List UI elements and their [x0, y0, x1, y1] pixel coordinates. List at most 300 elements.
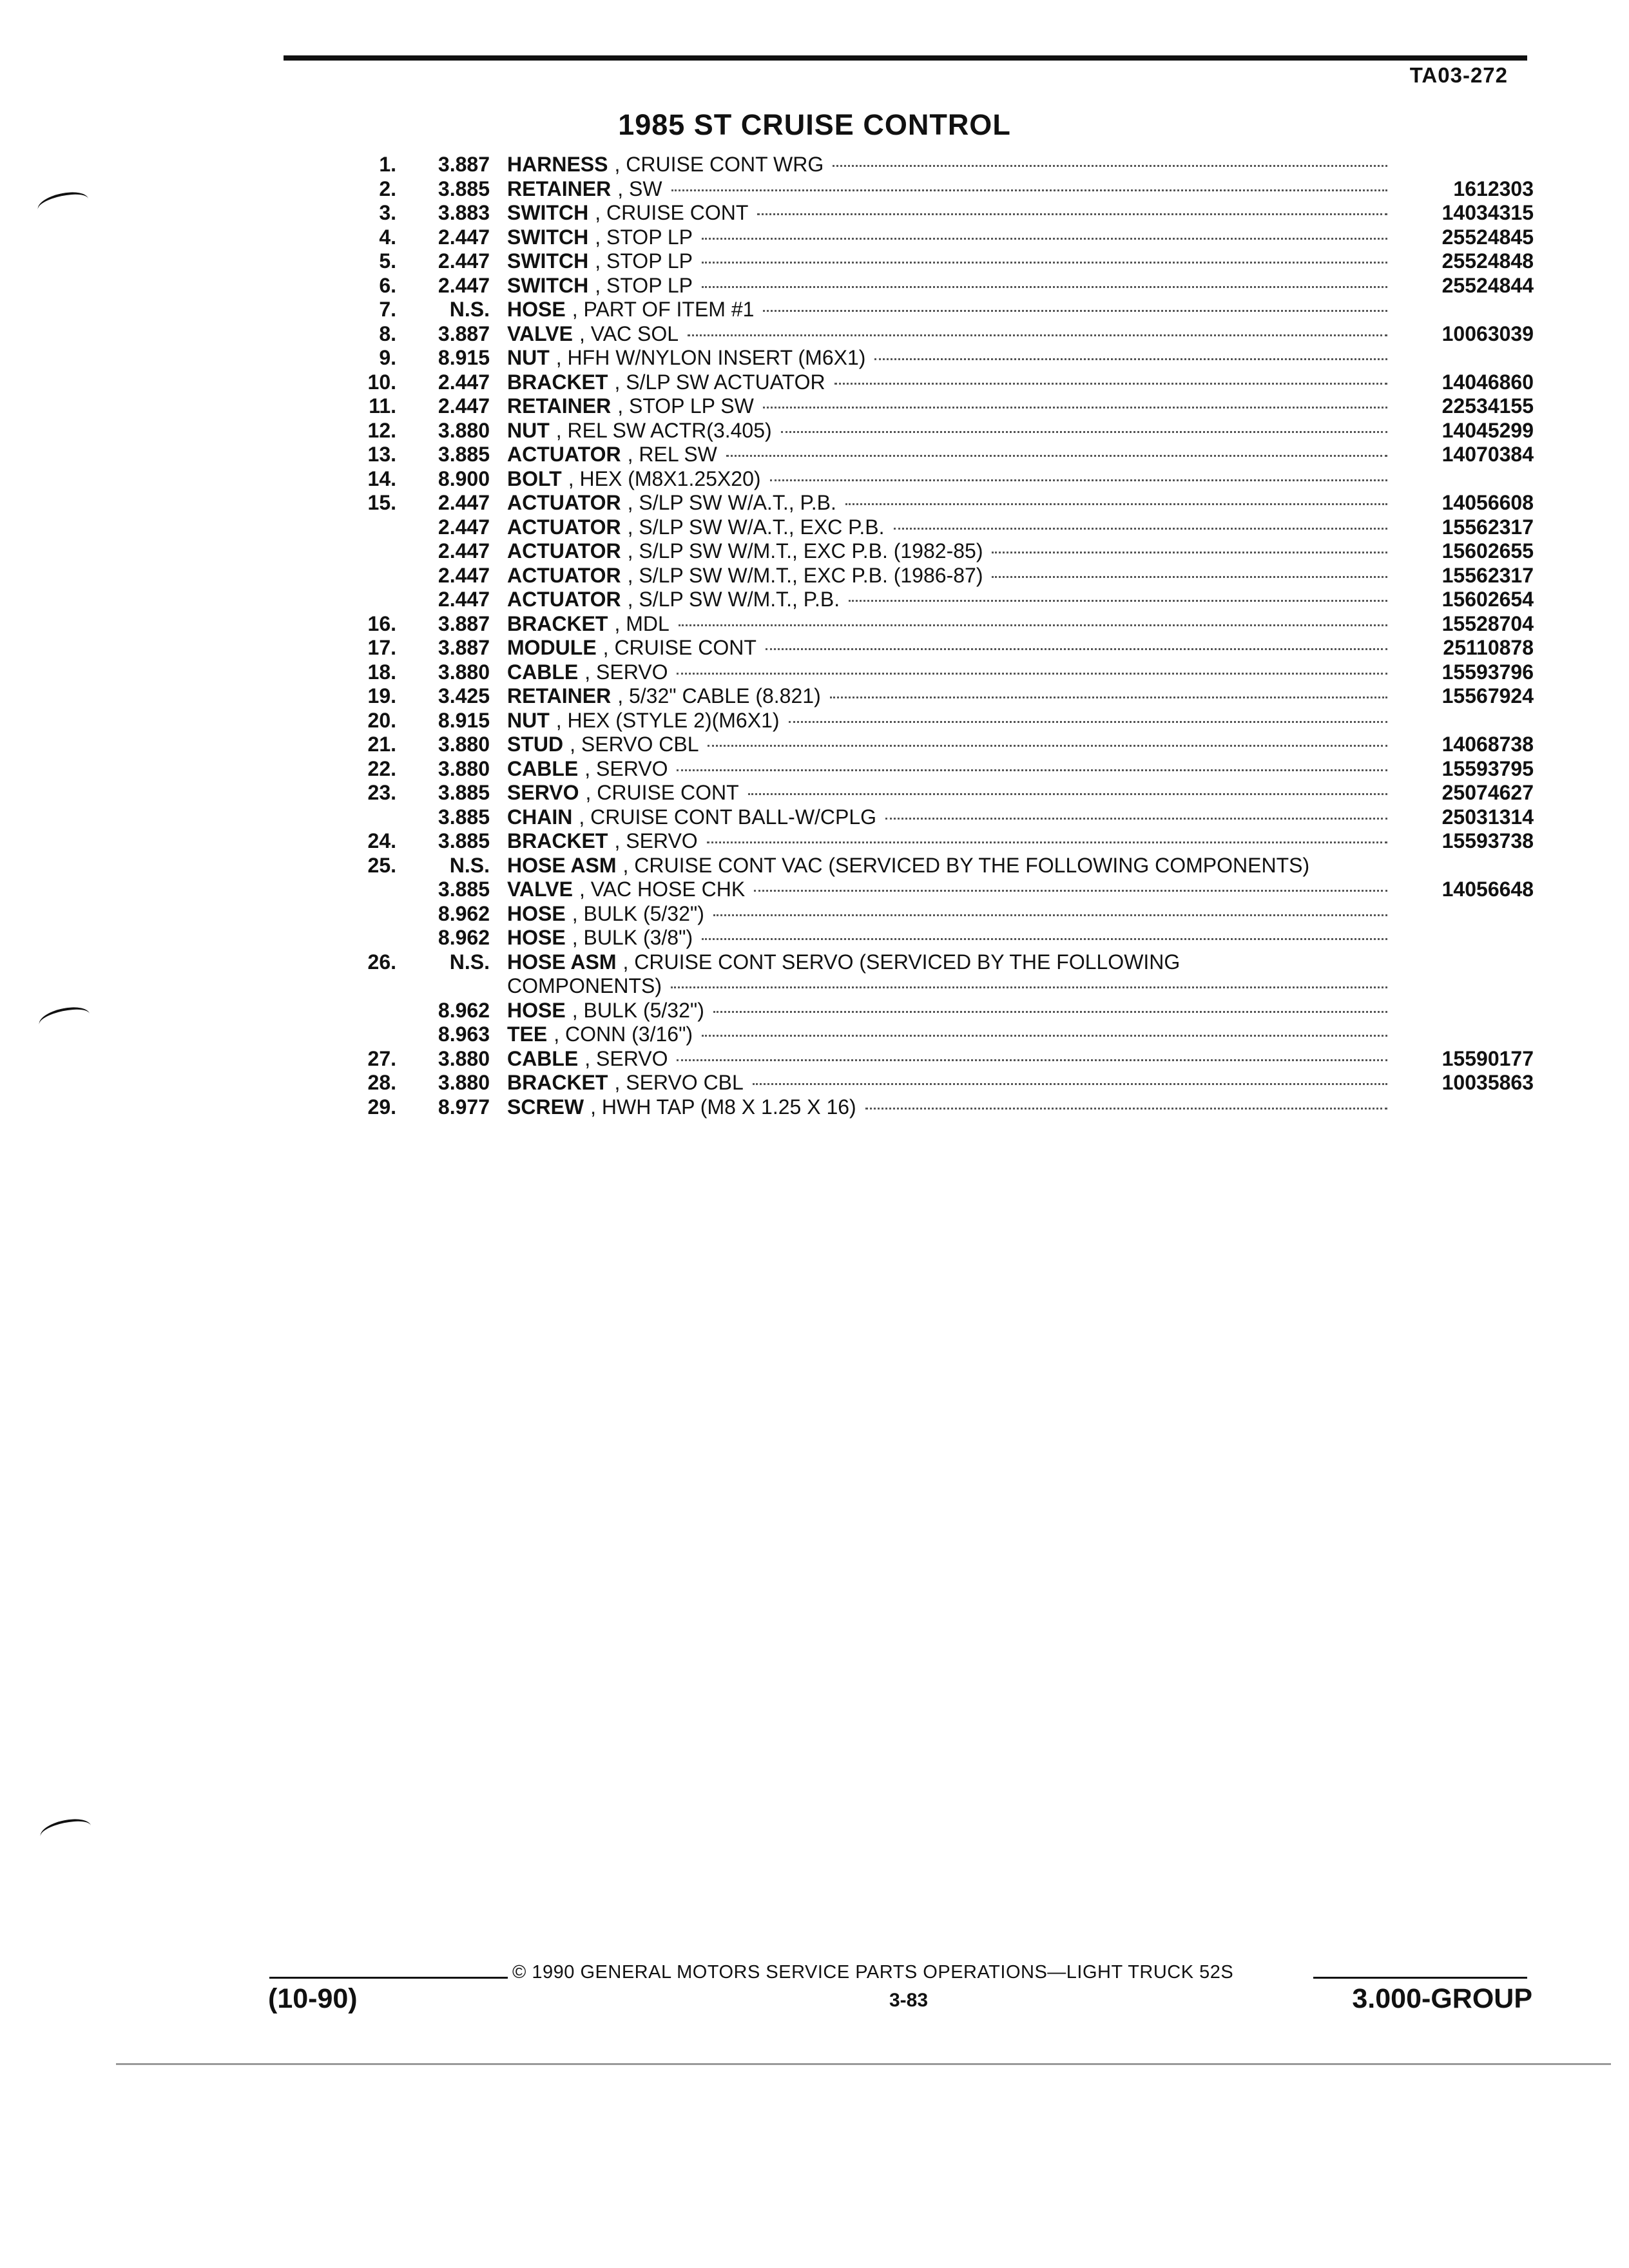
part-detail: , SERVO CBL	[570, 733, 699, 756]
part-name: SWITCH	[507, 273, 589, 297]
part-detail: , S/LP SW W/M.T., EXC P.B. (1986-87)	[627, 563, 983, 587]
dot-leader	[992, 576, 1387, 578]
part-row	[0, 539, 1629, 564]
part-name: BRACKET	[507, 829, 608, 852]
part-description	[507, 201, 1390, 226]
part-name: HOSE ASM	[507, 950, 617, 974]
group-number: 8.962	[438, 926, 490, 949]
part-detail: , STOP LP	[595, 225, 693, 249]
part-description	[507, 274, 1390, 298]
dot-leader	[849, 600, 1387, 602]
part-row	[0, 854, 1629, 878]
part-description	[507, 805, 1390, 830]
part-row	[0, 660, 1629, 685]
part-description	[507, 515, 1390, 540]
footer-page-number: 3-83	[889, 1990, 929, 2011]
part-row	[0, 467, 1629, 492]
part-description	[507, 757, 1390, 782]
part-detail: , SERVO	[614, 829, 698, 852]
item-number: 23.	[367, 781, 396, 804]
part-number: 15567924	[1441, 684, 1534, 707]
dot-leader	[766, 648, 1387, 650]
part-name: NUT	[507, 346, 550, 369]
part-row	[0, 491, 1629, 515]
part-detail: , CRUISE CONT VAC (SERVICED BY THE FOLLOWING COMPONENTS)	[622, 853, 1310, 877]
part-row	[0, 419, 1629, 443]
item-number: 7.	[379, 298, 396, 321]
item-number: 26.	[367, 950, 396, 974]
part-description	[507, 1023, 1390, 1047]
part-detail: , CONN (3/16")	[554, 1023, 693, 1046]
dot-leader	[789, 721, 1387, 723]
part-description	[507, 999, 1390, 1023]
group-number: 3.887	[438, 153, 490, 176]
group-number: 3.885	[438, 878, 490, 901]
group-number: 2.447	[438, 539, 490, 562]
part-detail: , CRUISE CONT BALL-W/CPLG	[579, 805, 877, 829]
dot-leader	[845, 503, 1387, 505]
part-detail: , PART OF ITEM #1	[572, 298, 755, 321]
part-description	[507, 878, 1390, 902]
part-name: STUD	[507, 733, 564, 756]
part-detail: , HEX (STYLE 2)(M6X1)	[555, 708, 780, 732]
part-row	[0, 443, 1629, 467]
part-detail: , CRUISE CONT	[595, 201, 749, 224]
item-number: 21.	[367, 733, 396, 756]
group-number: 2.447	[438, 273, 490, 297]
item-number: 29.	[367, 1095, 396, 1119]
part-name: SWITCH	[507, 249, 589, 273]
part-name: HOSE ASM	[507, 853, 617, 877]
part-description	[507, 1071, 1390, 1095]
part-row	[0, 926, 1629, 950]
dot-leader	[754, 890, 1387, 892]
part-number: 1612303	[1453, 177, 1534, 200]
part-detail: , VAC HOSE CHK	[579, 878, 746, 901]
group-number: N.S.	[449, 853, 490, 877]
part-description	[507, 781, 1390, 805]
part-row	[0, 322, 1629, 347]
part-description	[507, 636, 1390, 660]
dot-leader	[781, 431, 1387, 433]
part-row	[0, 709, 1629, 733]
part-detail: , CRUISE CONT WRG	[614, 153, 824, 176]
part-description	[507, 902, 1390, 927]
group-number: 3.887	[438, 636, 490, 659]
part-description	[507, 854, 1390, 878]
dot-leader	[677, 673, 1387, 675]
item-number: 11.	[369, 394, 396, 418]
item-number: 1.	[379, 153, 396, 176]
part-row	[0, 1071, 1629, 1095]
part-detail: , STOP LP SW	[617, 394, 754, 418]
dot-leader	[834, 383, 1387, 385]
part-detail: , SERVO CBL	[614, 1071, 744, 1094]
item-number: 8.	[379, 322, 396, 345]
part-name: VALVE	[507, 322, 573, 345]
dot-leader	[770, 479, 1387, 481]
part-detail: , SERVO	[584, 660, 668, 684]
part-row	[0, 902, 1629, 927]
dot-leader	[702, 1035, 1387, 1037]
group-number: 8.963	[438, 1023, 490, 1046]
part-detail: , S/LP SW ACTUATOR	[614, 370, 825, 394]
part-row	[0, 805, 1629, 830]
part-description	[507, 564, 1390, 588]
part-description	[507, 298, 1390, 322]
item-number: 27.	[367, 1046, 396, 1070]
dot-leader	[713, 914, 1387, 916]
dot-leader	[763, 407, 1387, 408]
part-number: 10035863	[1441, 1071, 1534, 1094]
part-name: HOSE	[507, 298, 566, 321]
part-description	[507, 322, 1390, 347]
part-row	[0, 612, 1629, 637]
part-row	[0, 226, 1629, 250]
part-number: 15528704	[1441, 611, 1534, 635]
part-number: 15602654	[1441, 588, 1534, 611]
group-number: 3.880	[438, 1046, 490, 1070]
part-name: ACTUATOR	[507, 588, 621, 611]
item-number: 25.	[367, 853, 396, 877]
part-detail: , STOP LP	[595, 273, 693, 297]
item-number: 20.	[367, 708, 396, 732]
part-number: 15562317	[1441, 563, 1534, 587]
dot-leader	[830, 697, 1387, 698]
part-name: TEE	[507, 1023, 548, 1046]
item-number: 6.	[379, 273, 396, 297]
item-number: 10.	[367, 370, 396, 394]
item-number: 12.	[367, 418, 396, 442]
item-number: 22.	[367, 756, 396, 780]
part-detail: , BULK (5/32")	[572, 998, 704, 1022]
dot-leader	[702, 262, 1387, 264]
part-detail: , REL SW	[627, 443, 717, 466]
part-number: 15593795	[1441, 756, 1534, 780]
part-number: 14045299	[1441, 418, 1534, 442]
part-name: ACTUATOR	[507, 563, 621, 587]
part-description	[507, 539, 1390, 564]
part-description	[507, 419, 1390, 443]
part-number: 15602655	[1441, 539, 1534, 562]
part-detail: , STOP LP	[595, 249, 693, 273]
part-name: BRACKET	[507, 611, 608, 635]
group-number: 8.915	[438, 346, 490, 369]
dot-leader	[757, 213, 1387, 215]
part-row	[0, 177, 1629, 202]
group-number: N.S.	[449, 298, 490, 321]
part-name: RETAINER	[507, 177, 612, 200]
part-name: CABLE	[507, 1046, 579, 1070]
dot-leader	[992, 552, 1387, 553]
dot-leader	[874, 358, 1387, 360]
group-number: 3.880	[438, 733, 490, 756]
part-name: HOSE	[507, 901, 566, 925]
dot-leader	[726, 455, 1387, 457]
part-row	[0, 1095, 1629, 1120]
item-number: 13.	[367, 443, 396, 466]
dot-leader	[753, 1083, 1387, 1085]
part-name: CABLE	[507, 756, 579, 780]
part-description	[507, 443, 1390, 467]
group-number: 3.885	[438, 829, 490, 852]
part-description	[507, 226, 1390, 250]
part-row	[0, 878, 1629, 902]
part-row	[0, 298, 1629, 322]
part-row	[0, 974, 1629, 999]
part-name: SWITCH	[507, 225, 589, 249]
part-row	[0, 588, 1629, 612]
dot-leader	[885, 818, 1387, 820]
part-row	[0, 781, 1629, 805]
dot-leader	[671, 986, 1387, 988]
part-row	[0, 370, 1629, 395]
item-number: 9.	[379, 346, 396, 369]
item-number: 3.	[379, 201, 396, 224]
part-description	[507, 370, 1390, 395]
item-number: 14.	[367, 466, 396, 490]
group-number: 3.887	[438, 611, 490, 635]
dot-leader	[748, 793, 1387, 795]
part-detail: , S/LP SW W/A.T., EXC P.B.	[627, 515, 885, 539]
dot-leader	[708, 745, 1387, 747]
part-row	[0, 684, 1629, 709]
group-number: 2.447	[438, 588, 490, 611]
group-number: 3.880	[438, 418, 490, 442]
bottom-rule	[116, 2063, 1611, 2065]
part-name: RETAINER	[507, 394, 612, 418]
part-row	[0, 999, 1629, 1023]
part-detail: , HWH TAP (M8 X 1.25 X 16)	[590, 1095, 856, 1119]
group-number: N.S.	[449, 950, 490, 974]
item-number: 19.	[367, 684, 396, 707]
part-name: NUT	[507, 708, 550, 732]
part-name: HOSE	[507, 926, 566, 949]
part-name: NUT	[507, 418, 550, 442]
group-number: 3.883	[438, 201, 490, 224]
part-row	[0, 829, 1629, 854]
part-number: 14070384	[1441, 443, 1534, 466]
part-row	[0, 1023, 1629, 1047]
part-name: ACTUATOR	[507, 443, 621, 466]
part-name: BRACKET	[507, 370, 608, 394]
footer-copyright: © 1990 GENERAL MOTORS SERVICE PARTS OPERATIONS—LIGHT TRUCK 52S	[512, 1962, 1234, 1983]
group-number: 3.880	[438, 756, 490, 780]
part-description	[507, 974, 1390, 999]
part-row	[0, 346, 1629, 370]
group-number: 2.447	[438, 563, 490, 587]
part-name: CABLE	[507, 660, 579, 684]
item-number: 18.	[367, 660, 396, 684]
group-number: 2.447	[438, 225, 490, 249]
part-name: ACTUATOR	[507, 515, 621, 539]
part-number: 10063039	[1441, 322, 1534, 345]
part-detail: , HFH W/NYLON INSERT (M6X1)	[555, 346, 866, 369]
part-number: 25074627	[1441, 781, 1534, 804]
page-title: 1985 ST CRUISE CONTROL	[618, 108, 1011, 141]
part-detail: , BULK (3/8")	[572, 926, 693, 949]
dot-leader	[702, 286, 1387, 288]
dot-leader	[671, 189, 1387, 191]
part-name: VALVE	[507, 878, 573, 901]
part-description	[507, 950, 1390, 975]
part-name: ACTUATOR	[507, 539, 621, 562]
group-number: 2.447	[438, 515, 490, 539]
footer-rule-left	[269, 1977, 508, 1979]
part-detail: , 5/32" CABLE (8.821)	[617, 684, 821, 707]
part-description	[507, 467, 1390, 492]
part-description	[507, 660, 1390, 685]
part-row	[0, 564, 1629, 588]
part-name: ACTUATOR	[507, 491, 621, 514]
part-description	[507, 394, 1390, 419]
group-number: 8.962	[438, 998, 490, 1022]
part-name: BRACKET	[507, 1071, 608, 1094]
part-description	[507, 249, 1390, 274]
group-number: 3.887	[438, 322, 490, 345]
part-name: HOSE	[507, 998, 566, 1022]
group-number: 2.447	[438, 394, 490, 418]
dot-leader	[894, 528, 1387, 530]
item-number: 15.	[367, 491, 396, 514]
part-row	[0, 201, 1629, 226]
footer-group: 3.000-GROUP	[1352, 1983, 1532, 2014]
part-name: MODULE	[507, 636, 597, 659]
part-row	[0, 153, 1629, 177]
group-number: 8.900	[438, 466, 490, 490]
part-number: 15593738	[1441, 829, 1534, 852]
part-detail: , S/LP SW W/A.T., P.B.	[627, 491, 836, 514]
footer-date: (10-90)	[268, 1983, 358, 2014]
part-detail: , SW	[617, 177, 662, 200]
dot-leader	[702, 938, 1387, 940]
part-row	[0, 1047, 1629, 1072]
part-number: 25524845	[1441, 225, 1534, 249]
item-number: 4.	[379, 225, 396, 249]
group-number: 8.977	[438, 1095, 490, 1119]
part-detail: , S/LP SW W/M.T., P.B.	[627, 588, 840, 611]
dot-leader	[677, 1059, 1387, 1061]
part-number: 14068738	[1441, 733, 1534, 756]
group-number: 8.915	[438, 708, 490, 732]
part-description	[507, 346, 1390, 370]
item-number: 24.	[367, 829, 396, 852]
part-name: RETAINER	[507, 684, 612, 707]
part-detail: COMPONENTS)	[507, 974, 662, 997]
part-detail: , VAC SOL	[579, 322, 679, 345]
item-number: 5.	[379, 249, 396, 273]
part-description	[507, 491, 1390, 515]
part-name: BOLT	[507, 466, 562, 490]
dot-leader	[688, 334, 1387, 336]
part-description	[507, 612, 1390, 637]
part-description	[507, 926, 1390, 950]
part-detail: , CRUISE CONT	[602, 636, 757, 659]
part-row	[0, 249, 1629, 274]
part-description	[507, 588, 1390, 612]
part-row	[0, 950, 1629, 975]
dot-leader	[713, 1011, 1387, 1013]
part-number: 14046860	[1441, 370, 1534, 394]
part-detail: , BULK (5/32")	[572, 901, 704, 925]
part-number: 15562317	[1441, 515, 1534, 539]
part-row	[0, 274, 1629, 298]
part-row	[0, 757, 1629, 782]
part-number: 14034315	[1441, 201, 1534, 224]
item-number: 17.	[367, 636, 396, 659]
group-number: 3.880	[438, 1071, 490, 1094]
part-detail: , CRUISE CONT	[585, 781, 739, 804]
part-row	[0, 394, 1629, 419]
part-detail: , REL SW ACTR(3.405)	[555, 418, 772, 442]
part-detail: , SERVO	[584, 1046, 668, 1070]
group-number: 3.885	[438, 177, 490, 200]
top-rule	[284, 55, 1527, 61]
part-row	[0, 733, 1629, 757]
part-number: 14056608	[1441, 491, 1534, 514]
part-description	[507, 829, 1390, 854]
group-number: 2.447	[438, 491, 490, 514]
group-number: 3.885	[438, 443, 490, 466]
part-detail: , S/LP SW W/M.T., EXC P.B. (1982-85)	[627, 539, 983, 562]
dot-leader	[833, 165, 1387, 167]
dot-leader	[865, 1108, 1387, 1110]
binder-hole-mark	[38, 1815, 93, 1847]
part-number: 25524844	[1441, 273, 1534, 297]
part-detail: , SERVO	[584, 756, 668, 780]
part-description	[507, 709, 1390, 733]
group-number: 3.425	[438, 684, 490, 707]
part-number: 14056648	[1441, 878, 1534, 901]
group-number: 2.447	[438, 370, 490, 394]
document-code: TA03-272	[1409, 63, 1508, 87]
part-number: 25031314	[1441, 805, 1534, 829]
group-number: 3.880	[438, 660, 490, 684]
part-name: SWITCH	[507, 201, 589, 224]
item-number: 2.	[379, 177, 396, 200]
part-number: 15590177	[1441, 1046, 1534, 1070]
part-description	[507, 733, 1390, 757]
part-detail: , HEX (M8X1.25X20)	[568, 466, 761, 490]
group-number: 2.447	[438, 249, 490, 273]
part-row	[0, 636, 1629, 660]
part-detail: , MDL	[614, 611, 670, 635]
group-number: 8.962	[438, 901, 490, 925]
item-number: 28.	[367, 1071, 396, 1094]
dot-leader	[763, 310, 1387, 312]
dot-leader	[707, 841, 1387, 843]
part-name: SCREW	[507, 1095, 584, 1119]
item-number: 16.	[367, 611, 396, 635]
part-detail: , CRUISE CONT SERVO (SERVICED BY THE FOLLOWING	[622, 950, 1181, 974]
part-name: CHAIN	[507, 805, 573, 829]
part-description	[507, 1095, 1390, 1120]
part-number: 15593796	[1441, 660, 1534, 684]
part-number: 25524848	[1441, 249, 1534, 273]
part-description	[507, 153, 1390, 177]
part-description	[507, 177, 1390, 202]
group-number: 3.885	[438, 781, 490, 804]
part-row	[0, 515, 1629, 540]
group-number: 3.885	[438, 805, 490, 829]
dot-leader	[702, 238, 1387, 240]
part-name: SERVO	[507, 781, 579, 804]
part-description	[507, 684, 1390, 709]
parts-list	[0, 153, 1629, 1119]
part-number: 22534155	[1441, 394, 1534, 418]
dot-leader	[679, 624, 1387, 626]
part-number: 25110878	[1443, 636, 1534, 659]
